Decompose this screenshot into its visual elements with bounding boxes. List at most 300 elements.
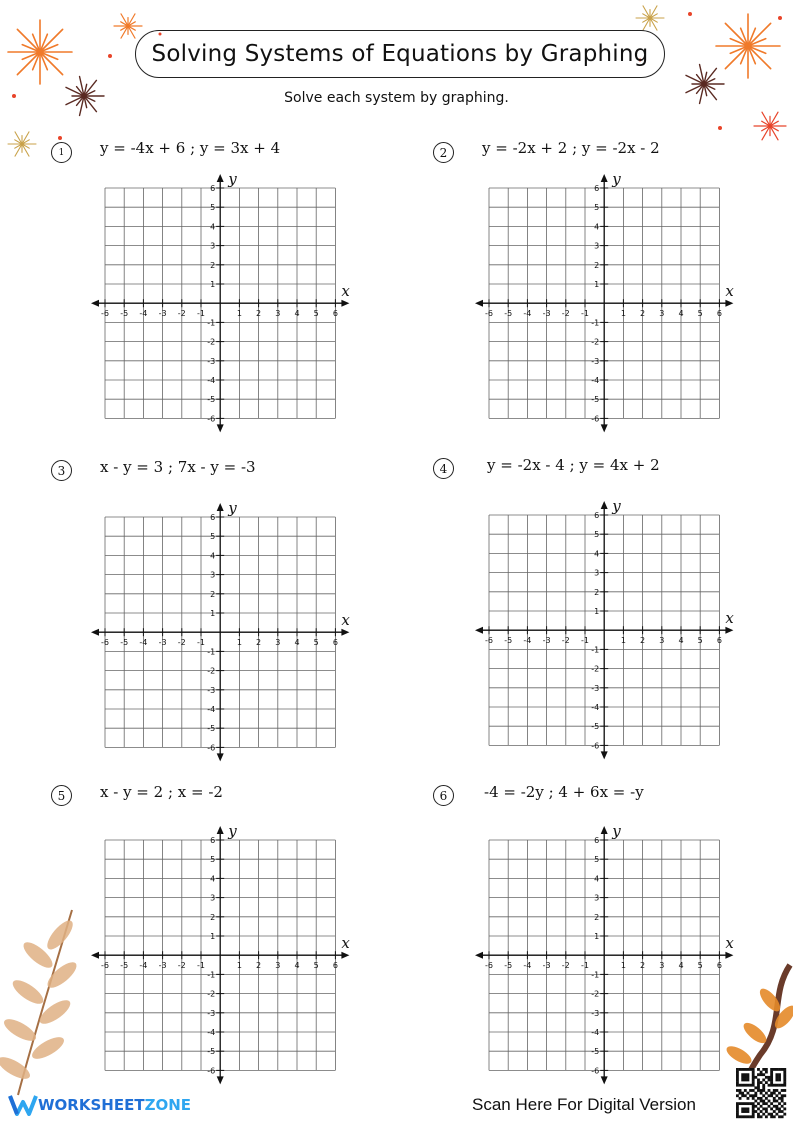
qr-module (744, 1084, 747, 1087)
x-tick-label: -3 (542, 636, 551, 646)
qr-module (736, 1089, 739, 1092)
y-tick-label: -5 (207, 724, 216, 734)
y-tick-label: -5 (207, 395, 216, 405)
y-tick-label: 5 (210, 203, 216, 213)
x-axis-label: x (725, 609, 734, 628)
x-axis-label: x (725, 282, 734, 301)
qr-module (744, 1102, 747, 1105)
y-tick-label: -5 (591, 722, 600, 732)
y-tick-label: 5 (210, 532, 216, 542)
qr-module (770, 1084, 773, 1087)
x-tick-label: 1 (236, 961, 242, 971)
y-tick-label: 4 (594, 222, 600, 232)
qr-module (765, 1068, 768, 1071)
qr-module (775, 1079, 778, 1082)
y-tick-label: -3 (591, 1008, 600, 1018)
qr-module (770, 1092, 773, 1095)
qr-module (773, 1068, 776, 1071)
worksheet-zone-logo-icon (8, 1094, 38, 1116)
y-tick-label: 2 (594, 587, 600, 597)
qr-module (765, 1102, 768, 1105)
qr-module (760, 1089, 763, 1092)
x-tick-label: 6 (332, 961, 338, 971)
qr-module (773, 1105, 776, 1108)
y-tick-label: -6 (591, 741, 600, 751)
qr-module (760, 1100, 763, 1103)
x-tick-label: -3 (158, 961, 167, 971)
qr-module (744, 1110, 747, 1113)
y-tick-label: 1 (594, 932, 600, 941)
qr-module (765, 1076, 768, 1079)
y-tick-label: -5 (591, 1047, 600, 1057)
qr-module (773, 1084, 776, 1087)
problem-equation-6: -4 = -2y ; 4 + 6x = -y (484, 783, 644, 801)
y-axis-label: y (228, 499, 237, 517)
y-axis-arrow-up (601, 501, 608, 509)
qr-module (757, 1073, 760, 1076)
x-tick-label: 2 (640, 961, 646, 971)
star-dot (778, 16, 782, 20)
problem-number-3: 3 (51, 460, 72, 481)
y-tick-label: 3 (594, 568, 600, 578)
y-tick-label: -2 (591, 664, 600, 674)
x-axis-arrow-right (341, 952, 349, 959)
qr-module (783, 1071, 786, 1074)
qr-module (754, 1100, 757, 1103)
qr-module (770, 1073, 773, 1076)
x-tick-label: -3 (158, 309, 167, 319)
qr-module (757, 1107, 760, 1110)
qr-module (760, 1115, 763, 1118)
qr-module (747, 1092, 750, 1095)
qr-module (739, 1092, 742, 1095)
x-tick-label: -2 (561, 309, 570, 319)
qr-module (762, 1084, 765, 1087)
qr-module (757, 1097, 760, 1100)
x-axis-label: x (341, 282, 350, 301)
x-tick-label: -6 (485, 636, 493, 646)
y-tick-label: -1 (207, 318, 216, 328)
y-axis-arrow-up (601, 826, 608, 834)
qr-module (770, 1081, 773, 1084)
y-tick-label: 6 (594, 511, 600, 520)
qr-module (770, 1076, 773, 1079)
y-tick-label: 3 (594, 241, 600, 251)
y-tick-label: 5 (594, 530, 600, 540)
qr-module (744, 1073, 747, 1076)
y-tick-label: -2 (207, 337, 216, 347)
qr-code-icon[interactable] (736, 1068, 786, 1118)
qr-module (762, 1073, 765, 1076)
x-tick-label: -4 (139, 961, 148, 971)
x-tick-label: -1 (581, 961, 589, 971)
problem-number-1: 1 (51, 142, 72, 163)
qr-module (754, 1110, 757, 1113)
qr-module (752, 1073, 755, 1076)
x-tick-label: -6 (485, 309, 493, 319)
y-tick-label: -2 (207, 666, 216, 676)
qr-module (744, 1089, 747, 1092)
qr-module (752, 1079, 755, 1082)
qr-module (765, 1081, 768, 1084)
qr-module (747, 1084, 750, 1087)
qr-module (775, 1107, 778, 1110)
qr-module (783, 1107, 786, 1110)
x-tick-label: 5 (697, 636, 703, 646)
qr-module (775, 1084, 778, 1087)
y-tick-label: -3 (591, 356, 600, 366)
qr-module (744, 1079, 747, 1082)
x-tick-label: 4 (294, 961, 300, 971)
x-tick-label: -1 (197, 638, 205, 648)
x-axis-arrow-left (475, 627, 483, 634)
qr-module (736, 1094, 739, 1097)
qr-module (768, 1089, 771, 1092)
qr-module (736, 1113, 739, 1116)
qr-module (783, 1076, 786, 1079)
qr-module (744, 1115, 747, 1118)
qr-module (747, 1068, 750, 1071)
qr-module (778, 1115, 781, 1118)
qr-module (768, 1076, 771, 1079)
x-axis-label: x (341, 934, 350, 953)
y-tick-label: 4 (594, 874, 600, 884)
problem-equation-1: y = -4x + 6 ; y = 3x + 4 (100, 139, 281, 157)
coordinate-grid-4[interactable] (470, 495, 740, 760)
problem-equation-4: y = -2x - 4 ; y = 4x + 2 (487, 456, 660, 474)
x-axis-arrow-right (341, 300, 349, 307)
qr-module (754, 1094, 757, 1097)
qr-module (736, 1081, 739, 1084)
x-tick-label: 5 (697, 309, 703, 319)
y-axis-label: y (612, 497, 621, 515)
qr-module (747, 1102, 750, 1105)
qr-module (741, 1084, 744, 1087)
x-axis-label: x (725, 934, 734, 953)
y-tick-label: -3 (207, 1008, 216, 1018)
qr-module (747, 1073, 750, 1076)
x-tick-label: -3 (542, 961, 551, 971)
y-tick-label: -1 (591, 970, 600, 980)
qr-module (783, 1079, 786, 1082)
x-tick-label: 4 (294, 309, 300, 319)
y-tick-label: -4 (207, 705, 216, 714)
qr-module (775, 1076, 778, 1079)
qr-module (739, 1089, 742, 1092)
y-tick-label: -2 (591, 337, 600, 347)
x-tick-label: -3 (542, 309, 551, 319)
qr-module (752, 1089, 755, 1092)
qr-module (752, 1097, 755, 1100)
x-axis-arrow-right (725, 300, 733, 307)
qr-module (762, 1102, 765, 1105)
y-tick-label: -4 (207, 376, 216, 385)
x-tick-label: -1 (581, 636, 589, 646)
qr-module (775, 1100, 778, 1103)
qr-module (747, 1076, 750, 1079)
y-tick-label: -2 (591, 989, 600, 999)
page-title: Solving Systems of Equations by Graphing (135, 30, 665, 78)
y-tick-label: -3 (207, 356, 216, 366)
qr-module (752, 1110, 755, 1113)
qr-module (760, 1081, 763, 1084)
x-tick-label: 1 (620, 636, 626, 646)
qr-module (770, 1068, 773, 1071)
qr-module (749, 1094, 752, 1097)
y-tick-label: -4 (591, 1028, 600, 1037)
x-tick-label: -6 (101, 961, 109, 971)
star-ray (725, 46, 748, 69)
y-tick-label: 3 (210, 570, 216, 580)
qr-module (773, 1089, 776, 1092)
qr-module (749, 1089, 752, 1092)
qr-module (781, 1115, 784, 1118)
x-tick-label: -1 (197, 309, 205, 319)
y-tick-label: 6 (210, 184, 216, 193)
x-tick-label: -5 (120, 309, 129, 319)
qr-module (752, 1076, 755, 1079)
qr-module (757, 1115, 760, 1118)
qr-module (736, 1107, 739, 1110)
problem-number-2: 2 (433, 142, 454, 163)
x-tick-label: -6 (485, 961, 493, 971)
problem-equation-3: x - y = 3 ; 7x - y = -3 (100, 458, 256, 476)
x-tick-label: 4 (678, 636, 684, 646)
qr-module (770, 1107, 773, 1110)
y-tick-label: -6 (591, 414, 600, 424)
qr-module (775, 1073, 778, 1076)
x-tick-label: 6 (716, 961, 722, 971)
qr-module (768, 1113, 771, 1116)
x-tick-label: 2 (256, 638, 262, 648)
y-tick-label: 6 (210, 836, 216, 845)
qr-module (783, 1094, 786, 1097)
y-axis-label: y (612, 170, 621, 188)
x-tick-label: -4 (139, 309, 148, 319)
x-axis-arrow-right (341, 629, 349, 636)
x-tick-label: 5 (313, 638, 319, 648)
qr-module (783, 1089, 786, 1092)
y-tick-label: -3 (591, 683, 600, 693)
y-axis-arrow-up (217, 503, 224, 511)
qr-module (773, 1115, 776, 1118)
y-axis-arrow-down (601, 1076, 608, 1084)
star-ray (748, 46, 771, 69)
qr-module (781, 1110, 784, 1113)
qr-module (770, 1079, 773, 1082)
problem-number-4: 4 (433, 458, 454, 479)
qr-module (752, 1105, 755, 1108)
x-tick-label: -2 (561, 961, 570, 971)
x-tick-label: -6 (101, 638, 109, 648)
x-tick-label: -5 (504, 961, 513, 971)
qr-module (760, 1105, 763, 1108)
qr-module (744, 1068, 747, 1071)
y-tick-label: 1 (210, 609, 216, 618)
qr-module (781, 1084, 784, 1087)
qr-module (783, 1102, 786, 1105)
y-tick-label: 3 (210, 893, 216, 903)
qr-module (783, 1073, 786, 1076)
problem-equation-2: y = -2x + 2 ; y = -2x - 2 (482, 139, 660, 157)
problem-number-5: 5 (51, 785, 72, 806)
x-tick-label: 6 (716, 636, 722, 646)
qr-module (773, 1092, 776, 1095)
y-tick-label: -4 (591, 703, 600, 712)
qr-module (739, 1115, 742, 1118)
qr-module (775, 1089, 778, 1092)
x-tick-label: -4 (523, 309, 532, 319)
x-tick-label: 2 (640, 636, 646, 646)
qr-module (736, 1079, 739, 1082)
qr-module (749, 1084, 752, 1087)
qr-module (747, 1107, 750, 1110)
qr-module (757, 1081, 760, 1084)
x-tick-label: -4 (523, 961, 532, 971)
qr-module (783, 1084, 786, 1087)
qr-module (749, 1068, 752, 1071)
qr-module (744, 1076, 747, 1079)
qr-module (775, 1094, 778, 1097)
qr-module (741, 1102, 744, 1105)
y-tick-label: 2 (210, 589, 216, 599)
qr-module (736, 1073, 739, 1076)
qr-module (752, 1084, 755, 1087)
qr-module (778, 1107, 781, 1110)
qr-module (744, 1107, 747, 1110)
scan-text: Scan Here For Digital Version (472, 1095, 696, 1114)
x-tick-label: 5 (313, 309, 319, 319)
qr-module (739, 1084, 742, 1087)
y-axis-label: y (228, 170, 237, 188)
x-tick-label: -2 (177, 638, 186, 648)
qr-module (747, 1110, 750, 1113)
coordinate-grid-6[interactable] (470, 820, 740, 1085)
qr-module (781, 1094, 784, 1097)
y-axis-arrow-down (217, 424, 224, 432)
x-tick-label: -5 (120, 961, 129, 971)
qr-module (760, 1110, 763, 1113)
x-axis-arrow-left (475, 300, 483, 307)
qr-module (781, 1105, 784, 1108)
y-tick-label: 1 (210, 280, 216, 289)
y-tick-label: -1 (591, 318, 600, 328)
y-tick-label: 6 (210, 513, 216, 522)
qr-module (741, 1110, 744, 1113)
instructions: Solve each system by graphing. (284, 90, 509, 106)
qr-module (757, 1084, 760, 1087)
y-tick-label: 6 (594, 836, 600, 845)
x-axis-arrow-left (91, 629, 99, 636)
x-tick-label: 4 (678, 309, 684, 319)
qr-module (778, 1110, 781, 1113)
qr-module (768, 1100, 771, 1103)
qr-module (778, 1102, 781, 1105)
qr-module (773, 1100, 776, 1103)
y-tick-label: 4 (594, 549, 600, 559)
qr-module (765, 1107, 768, 1110)
qr-module (739, 1102, 742, 1105)
qr-module (762, 1113, 765, 1116)
qr-module (754, 1092, 757, 1095)
qr-module (741, 1068, 744, 1071)
qr-module (760, 1071, 763, 1074)
qr-module (754, 1105, 757, 1108)
qr-module (762, 1094, 765, 1097)
qr-module (765, 1110, 768, 1113)
qr-module (741, 1076, 744, 1079)
qr-module (736, 1071, 739, 1074)
x-tick-label: 4 (294, 638, 300, 648)
qr-module (741, 1073, 744, 1076)
qr-module (768, 1094, 771, 1097)
x-tick-label: -2 (561, 636, 570, 646)
qr-module (765, 1115, 768, 1118)
qr-module (736, 1076, 739, 1079)
qr-module (770, 1115, 773, 1118)
qr-module (747, 1079, 750, 1082)
x-tick-label: 3 (275, 309, 281, 319)
qr-module (754, 1086, 757, 1089)
qr-module (783, 1081, 786, 1084)
y-axis-arrow-down (601, 751, 608, 759)
qr-module (741, 1107, 744, 1110)
x-tick-label: 1 (236, 309, 242, 319)
coordinate-grid-1[interactable] (86, 168, 356, 433)
qr-module (736, 1084, 739, 1087)
x-tick-label: -6 (101, 309, 109, 319)
y-tick-label: -6 (207, 743, 216, 753)
x-tick-label: 1 (236, 638, 242, 648)
x-axis-arrow-left (91, 300, 99, 307)
y-tick-label: -3 (207, 685, 216, 695)
qr-module (752, 1107, 755, 1110)
star-dot (108, 54, 112, 58)
x-tick-label: 2 (256, 309, 262, 319)
y-tick-label: -1 (207, 647, 216, 657)
qr-module (765, 1097, 768, 1100)
coordinate-grid-5[interactable] (86, 820, 356, 1085)
y-tick-label: 5 (210, 855, 216, 865)
x-tick-label: -4 (139, 638, 148, 648)
qr-module (770, 1102, 773, 1105)
worksheet-zone-logo[interactable] (8, 1094, 191, 1116)
qr-module (762, 1089, 765, 1092)
qr-module (736, 1105, 739, 1108)
qr-module (741, 1115, 744, 1118)
y-axis-label: y (612, 822, 621, 840)
y-tick-label: 5 (594, 203, 600, 213)
coordinate-grid-3[interactable] (86, 497, 356, 762)
qr-module (757, 1113, 760, 1116)
y-tick-label: 6 (594, 184, 600, 193)
star-dot (58, 136, 62, 140)
qr-module (778, 1092, 781, 1095)
qr-module (744, 1094, 747, 1097)
qr-module (739, 1097, 742, 1100)
x-tick-label: 2 (640, 309, 646, 319)
coordinate-grid-2[interactable] (470, 168, 740, 433)
problem-number-6: 6 (433, 785, 454, 806)
x-tick-label: 6 (716, 309, 722, 319)
qr-module (757, 1102, 760, 1105)
qr-module (760, 1092, 763, 1095)
qr-module (762, 1079, 765, 1082)
x-tick-label: -2 (177, 961, 186, 971)
qr-module (757, 1079, 760, 1082)
qr-module (762, 1100, 765, 1103)
qr-module (752, 1068, 755, 1071)
